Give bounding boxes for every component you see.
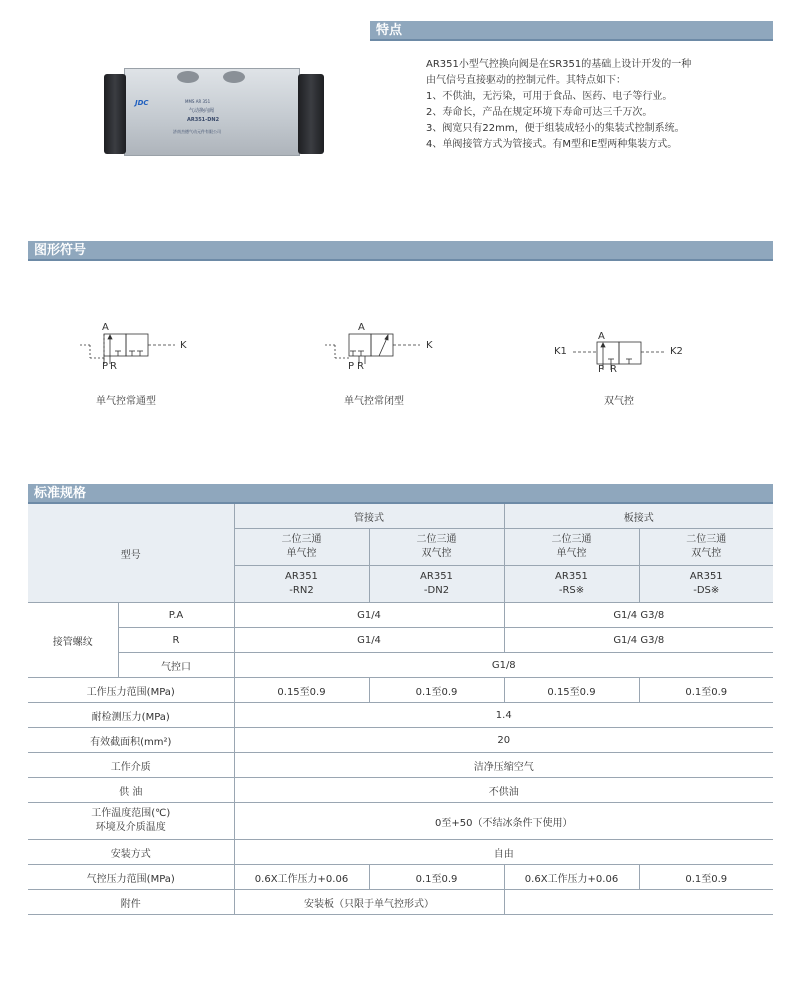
section-header-features: 特点	[370, 21, 773, 41]
cell-value: 自由	[234, 840, 773, 865]
symbol-port-r: R	[357, 361, 364, 372]
type-line-1: 二位三通	[416, 534, 457, 545]
row-label	[28, 803, 234, 840]
model-cell	[234, 566, 369, 603]
thread-plate-value: G1/4 G3/8	[504, 628, 773, 653]
symbol-port-p: P	[598, 364, 605, 375]
row-label: 有效截面积(mm²)	[28, 728, 234, 753]
row-label: 附件	[28, 890, 234, 915]
thread-pipe-value: G1/4	[234, 628, 504, 653]
thread-pipe-value: G1/4	[234, 603, 504, 628]
symbol-caption: 双气控	[604, 396, 634, 407]
row-label: 供 油	[28, 778, 234, 803]
cell-value: 0.6X工作压力+0.06	[504, 865, 639, 890]
type-line-2: 双气控	[691, 548, 722, 559]
thread-all-value: G1/8	[234, 653, 773, 678]
product-photo	[104, 68, 324, 158]
thread-port: R	[118, 628, 234, 653]
product-logo: JDC	[135, 99, 149, 107]
model-line-2: -DN2	[423, 585, 450, 596]
features-line: 由气信号直接驱动的控制元件。其特点如下：	[426, 75, 626, 86]
cell-value: 0.1至0.9	[369, 865, 504, 890]
symbol-port-a: A	[598, 331, 605, 342]
cell-value: 0.6X工作压力+0.06	[234, 865, 369, 890]
symbol-signal-1: K1	[554, 346, 567, 357]
valve-body	[124, 68, 300, 156]
thread-label: 接管螺纹	[28, 603, 118, 678]
type-cell	[504, 529, 639, 566]
features-line: 1、不供油，无污染，可用于食品、医药、电子等行业。	[426, 91, 673, 102]
symbol-port-a: A	[358, 322, 365, 333]
section-header-specs: 标准规格	[28, 484, 773, 504]
symbol-port-r: R	[110, 361, 117, 372]
row-label: 气控压力范围(MPa)	[28, 865, 234, 890]
symbol-port-p: P	[102, 361, 109, 372]
features-text	[426, 57, 746, 153]
type-cell	[639, 529, 773, 566]
model-line-1: AR351	[555, 571, 588, 582]
label-maker: 济南杰德气动元件有限公司	[173, 129, 221, 134]
type-line-1: 二位三通	[281, 534, 322, 545]
valve-port	[177, 71, 199, 83]
cell-value: 0至+50（不结冰条件下使用）	[234, 803, 773, 840]
symbol-port-p: P	[348, 361, 355, 372]
cell-empty	[504, 890, 773, 915]
valve-end-cap	[298, 74, 324, 154]
thread-port: P.A	[118, 603, 234, 628]
row-label-line-1: 工作温度范围(℃)	[91, 808, 171, 819]
type-line-2: 单气控	[286, 548, 317, 559]
cell-value: 0.1至0.9	[639, 678, 773, 703]
row-label: 工作压力范围(MPa)	[28, 678, 234, 703]
model-line-1: AR351	[285, 571, 318, 582]
spec-table	[28, 504, 773, 915]
pipe-type-header: 管接式	[234, 504, 504, 529]
cell-value: 0.1至0.9	[639, 865, 773, 890]
type-line-2: 双气控	[421, 548, 452, 559]
label-name: 气动换向阀	[189, 108, 215, 114]
model-cell	[639, 566, 773, 603]
cell-value: 1.4	[234, 703, 773, 728]
cell-value: 安装板（只限于单气控形式）	[234, 890, 504, 915]
symbol-signal: K	[426, 340, 433, 351]
thread-port: 气控口	[118, 653, 234, 678]
section-header-symbols: 图形符号	[28, 241, 773, 261]
symbol-signal: K	[180, 340, 187, 351]
cell-value: 0.1至0.9	[369, 678, 504, 703]
cell-value: 20	[234, 728, 773, 753]
cell-value: 0.15至0.9	[504, 678, 639, 703]
model-cell	[369, 566, 504, 603]
row-label: 耐检测压力(MPa)	[28, 703, 234, 728]
model-header: 型号	[28, 504, 234, 603]
model-line-2: -RN2	[289, 585, 314, 596]
row-label-line-2: 环境及介质温度	[95, 822, 166, 833]
model-line-2: -RS※	[558, 585, 585, 596]
features-line: 2、寿命长，产品在规定环境下寿命可达三千万次。	[426, 107, 653, 118]
symbol-caption: 单气控常闭型	[344, 396, 404, 407]
row-label: 工作介质	[28, 753, 234, 778]
symbol-port-r: R	[610, 364, 617, 375]
row-label: 安装方式	[28, 840, 234, 865]
type-line-2: 单气控	[556, 548, 587, 559]
model-line-1: AR351	[689, 571, 723, 582]
model-cell	[504, 566, 639, 603]
model-line-1: AR351	[420, 571, 453, 582]
thread-plate-value: G1/4 G3/8	[504, 603, 773, 628]
cell-value: 不供油	[234, 778, 773, 803]
symbol-signal-2: K2	[670, 346, 683, 357]
type-cell	[369, 529, 504, 566]
type-line-1: 二位三通	[686, 534, 727, 545]
features-line: 4、单阀接管方式为管接式。有M型和E型两种集装方式。	[426, 139, 678, 150]
type-cell	[234, 529, 369, 566]
model-line-2: -DS※	[693, 585, 720, 596]
valve-end-cap	[104, 74, 126, 154]
cell-value: 0.15至0.9	[234, 678, 369, 703]
type-line-1: 二位三通	[551, 534, 592, 545]
features-line: AR351小型气控换向阀是在SR351的基础上设计开发的一种	[426, 59, 692, 70]
symbol-caption: 单气控常通型	[96, 396, 156, 407]
label-small: MMS AR 351	[185, 99, 211, 104]
symbol-double-pilot	[565, 320, 675, 380]
symbol-port-a: A	[102, 322, 109, 333]
features-line: 3、阀宽只有22mm，便于组装成轻小的集装式控制系统。	[426, 123, 685, 134]
label-model: AR351-DN2	[187, 117, 220, 123]
valve-port	[223, 71, 245, 83]
plate-type-header: 板接式	[504, 504, 773, 529]
cell-value: 洁净压缩空气	[234, 753, 773, 778]
